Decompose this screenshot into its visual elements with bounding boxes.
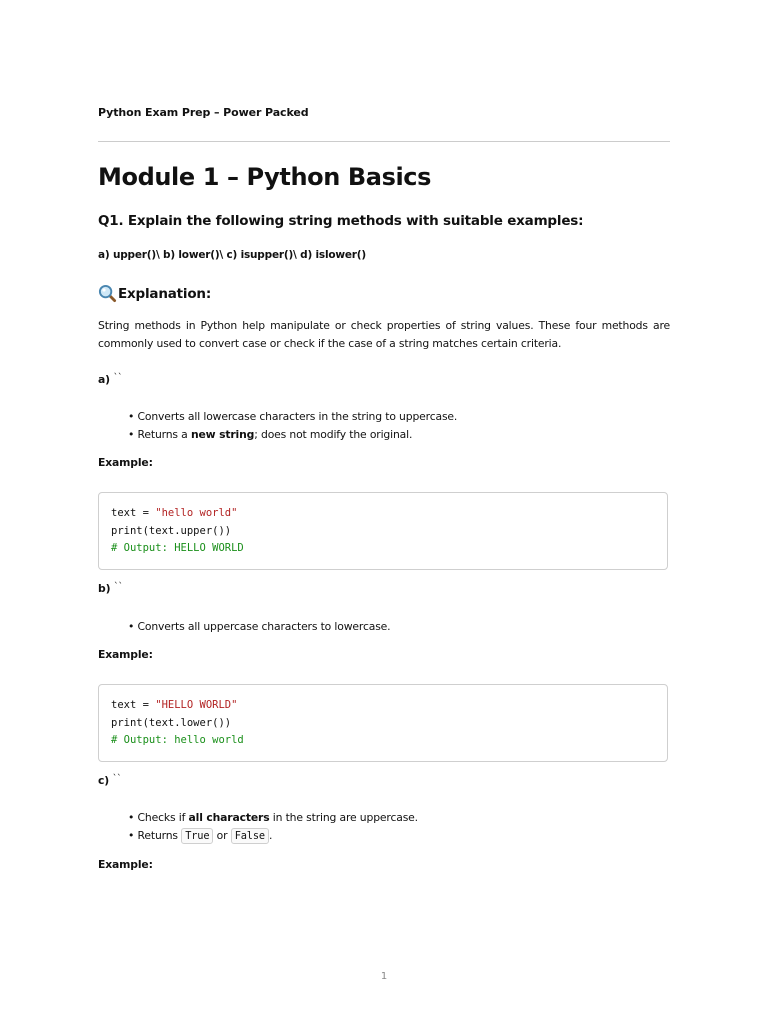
question-subtitle: a) upper()\ b) lower()\ c) isupper()\ d) islower() — [98, 249, 366, 261]
list-item: • Converts all uppercase characters to lowercase. — [128, 620, 391, 633]
explanation-paragraph: String methods in Python help manipulate or check properties of string values. These four methods are commonly used to convert case or check if the case of a string matches certain criteria. — [98, 319, 670, 350]
module-title: Module 1 – Python Basics — [98, 163, 431, 191]
code-block-upper — [98, 492, 668, 570]
section-c-letter: c) — [98, 774, 110, 787]
page-number: 1 — [380, 971, 388, 982]
inline-code-true: True — [181, 828, 213, 844]
running-header: Python Exam Prep – Power Packed — [98, 106, 309, 119]
header-divider — [98, 141, 670, 142]
question-title: Q1. Explain the following string methods with suitable examples: — [98, 213, 584, 229]
section-c-bullets — [128, 809, 418, 845]
section-a-example-label: Example: — [98, 456, 153, 469]
section-b-letter: b) — [98, 582, 111, 595]
magnifying-glass-icon — [98, 284, 117, 303]
code-line: print(text.upper()) — [111, 524, 232, 537]
section-c-label — [98, 774, 121, 787]
list-item: • Returns a new string; does not modify the original. — [128, 428, 413, 441]
inline-code-false: False — [231, 828, 269, 844]
code-comment: # Output: hello world — [111, 734, 244, 746]
explanation-heading — [98, 284, 211, 303]
code-block-lower — [98, 684, 668, 762]
section-a-letter: a) — [98, 373, 110, 386]
list-item: • Returns True or False . — [128, 829, 273, 842]
section-b-label — [98, 582, 123, 595]
section-b-tick: `` — [113, 582, 123, 592]
code-line: text = "hello world" — [111, 507, 238, 519]
code-line: print(text.lower()) — [111, 716, 232, 729]
section-a-label — [98, 373, 122, 386]
code-comment: # Output: HELLO WORLD — [111, 542, 244, 554]
list-item: • Checks if all characters in the string are uppercase. — [128, 811, 418, 824]
list-item: • Converts all lowercase characters in the string to uppercase. — [128, 410, 458, 423]
section-a-tick: `` — [113, 373, 123, 383]
section-b-example-label: Example: — [98, 648, 153, 661]
section-c-tick: `` — [112, 774, 122, 784]
section-a-bullets — [128, 408, 457, 444]
section-c-example-label: Example: — [98, 858, 153, 871]
code-line: text = "HELLO WORLD" — [111, 699, 238, 711]
explanation-heading-text: Explanation: — [118, 285, 212, 302]
section-b-bullets — [128, 618, 390, 636]
